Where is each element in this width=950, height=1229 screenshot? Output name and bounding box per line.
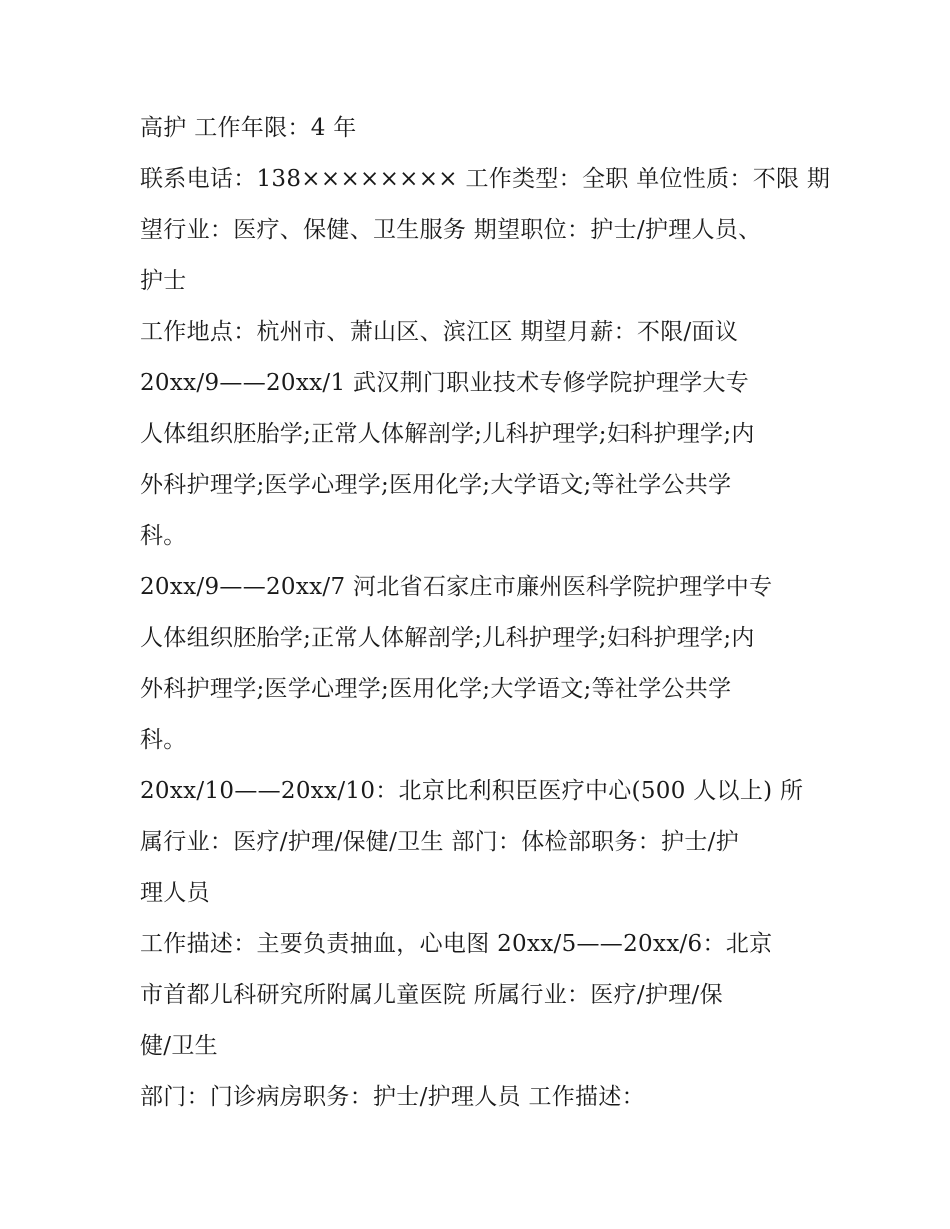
text-line-work-description-1: 工作描述：主要负责抽血，心电图 20xx/5——20xx/6：北京: [140, 931, 773, 957]
text-line-work-2-department: 部门：门诊病房职务：护士/护理人员 工作描述：: [140, 1084, 645, 1110]
text-line-education-1: 20xx/9——20xx/1 武汉荆门职业技术专修学院护理学大专: [140, 370, 750, 396]
text-line-courses-2c: 科。: [140, 727, 187, 753]
text-line-basic-info: 高护 工作年限：4 年: [140, 115, 357, 141]
text-line-expected-position: 护士: [140, 268, 187, 294]
text-line-expected-industry: 望行业：医疗、保健、卫生服务 期望职位：护士/护理人员、: [140, 217, 762, 243]
text-line-work-1: 20xx/10——20xx/10：北京比利积臣医疗中心(500 人以上) 所: [140, 778, 804, 804]
text-line-courses-2a: 人体组织胚胎学;正常人体解剖学;儿科护理学;妇科护理学;内: [140, 625, 755, 651]
text-line-courses-1a: 人体组织胚胎学;正常人体解剖学;儿科护理学;妇科护理学;内: [140, 421, 755, 447]
text-line-work-1-position: 理人员: [140, 880, 210, 906]
text-line-courses-2b: 外科护理学;医学心理学;医用化学;大学语文;等社学公共学: [140, 676, 732, 702]
text-line-work-2: 市首都儿科研究所附属儿童医院 所属行业：医疗/护理/保: [140, 982, 723, 1008]
text-line-courses-1b: 外科护理学;医学心理学;医用化学;大学语文;等社学公共学: [140, 472, 732, 498]
text-line-work-2-industry: 健/卫生: [140, 1033, 218, 1059]
text-line-work-1-industry: 属行业：医疗/护理/保健/卫生 部门：体检部职务：护士/护: [140, 829, 740, 855]
text-line-courses-1c: 科。: [140, 523, 187, 549]
text-line-work-location: 工作地点：杭州市、萧山区、滨江区 期望月薪：不限/面议: [140, 319, 739, 345]
text-line-education-2: 20xx/9——20xx/7 河北省石家庄市廉州医科学院护理学中专: [140, 574, 773, 600]
text-line-contact: 联系电话：138×××××××× 工作类型：全职 单位性质：不限 期: [140, 166, 831, 192]
